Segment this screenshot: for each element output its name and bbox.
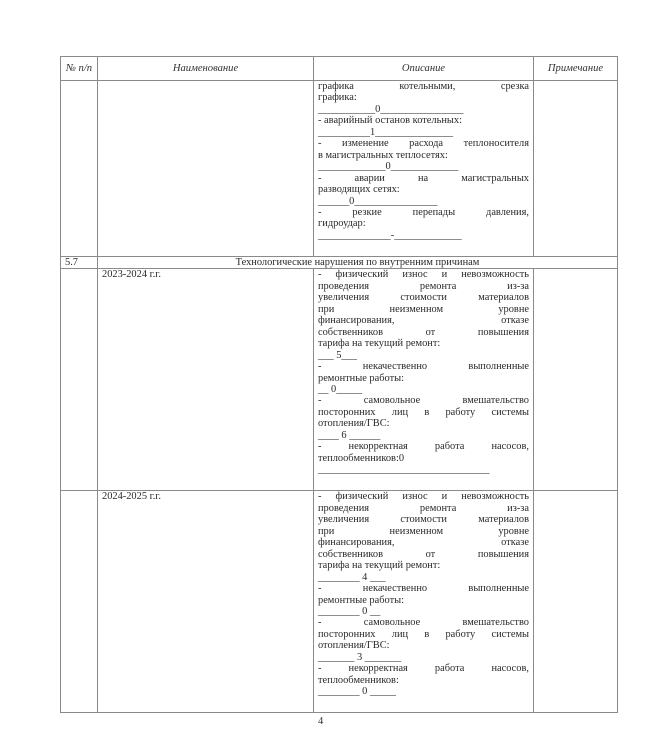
count-line — [318, 104, 529, 115]
count-line — [318, 384, 529, 395]
description-line: тарифа на текущий ремонт: — [318, 338, 441, 350]
count-value: 5 — [336, 349, 342, 361]
count-line — [318, 464, 529, 475]
description-line: увеличения стоимости материалов — [318, 514, 529, 526]
cell-num — [61, 81, 98, 257]
blank-line-suffix: ______ — [346, 429, 381, 441]
description-line: разводящих сетях: — [318, 184, 400, 196]
count-line — [318, 606, 529, 617]
description-line: при неизменном уровне — [318, 525, 529, 537]
cell-description — [314, 269, 534, 491]
description-line: собственников от повышения — [318, 548, 529, 560]
table-header-row — [61, 57, 618, 81]
cell-description — [314, 491, 534, 713]
description-line: при неизменном уровне — [318, 303, 529, 315]
description-line: - физический износ и невозможность — [318, 491, 529, 503]
count-value: - — [390, 229, 395, 241]
blank-line-prefix: _____________ — [318, 161, 386, 173]
description-line: финансирования, отказе — [318, 537, 529, 549]
page-number: 4 — [318, 716, 324, 727]
count-line — [318, 652, 529, 663]
count-value: 0 — [349, 195, 355, 207]
count-line — [318, 196, 529, 207]
description-line: графика: — [318, 92, 357, 104]
description-line: - самовольное вмешательство — [318, 395, 529, 407]
description-line: - некачественно выполненные — [318, 583, 529, 595]
blank-line-prefix: ______________ — [318, 229, 391, 241]
cell-note — [534, 491, 618, 713]
description-line: - некачественно выполненные — [318, 361, 529, 373]
header-num: № п/п — [61, 57, 98, 81]
count-line — [318, 127, 529, 138]
cell-name: 2023-2024 г.г. — [98, 269, 314, 491]
section-num: 5.7 — [61, 257, 98, 269]
cell-note — [534, 81, 618, 257]
count-value: 0 — [331, 383, 337, 395]
cell-name: 2024-2025 г.г. — [98, 491, 314, 713]
blank-line-suffix: _____________ — [394, 229, 462, 241]
blank-line-suffix: _____ — [336, 383, 363, 395]
description-line: проведения ремонта из-за — [318, 280, 529, 292]
blank-line-suffix: ________________ — [354, 195, 438, 207]
description-line: проведения ремонта из-за — [318, 502, 529, 514]
table-row — [61, 491, 618, 713]
blank-line-prefix: _________________________________ — [318, 464, 490, 476]
description-line: - некорректная работа насосов, — [318, 441, 529, 453]
blank-line-suffix: _____________ — [390, 161, 459, 173]
count-value: 3 — [356, 651, 363, 663]
blank-line-prefix: __ — [318, 383, 331, 395]
description-line: - изменение расхода теплоносителя — [318, 138, 529, 150]
blank-line-prefix: ______ — [318, 195, 350, 207]
description-line: собственников от повышения — [318, 326, 529, 338]
blank-line-prefix: ________ — [318, 571, 363, 583]
cell-num — [61, 269, 98, 491]
blank-line-suffix: __ — [367, 605, 381, 617]
continued-row — [61, 81, 618, 257]
description-line: финансирования, отказе — [318, 315, 529, 327]
count-line — [318, 161, 529, 172]
cell-description — [314, 81, 534, 257]
blank-line-suffix: _____ — [367, 686, 396, 698]
blank-line-suffix: ________________ — [380, 103, 464, 115]
description-line: - физический износ и невозможность — [318, 269, 529, 281]
blank-line-prefix: _______ — [318, 651, 357, 663]
description-line: - аварийный останов котельных: — [318, 115, 462, 127]
count-line — [318, 230, 529, 241]
header-note: Примечание — [534, 57, 618, 81]
description-line: - резкие перепады давления, — [318, 206, 529, 218]
count-line — [318, 430, 529, 441]
count-value: 0 — [362, 686, 368, 698]
blank-line-prefix: ________ — [318, 686, 363, 698]
blank-line-prefix: __________ — [318, 126, 370, 138]
count-value: 6 — [341, 429, 347, 441]
description-line: отопления/ГВС: — [318, 418, 390, 430]
count-value: 0 — [385, 161, 391, 173]
count-value: 4 — [362, 571, 368, 583]
section-row — [61, 257, 618, 269]
blank-line-suffix: _______ — [362, 651, 402, 663]
blank-line-prefix: ___________ — [318, 103, 376, 115]
count-value: 0 — [362, 605, 368, 617]
blank-line-suffix: ___ — [341, 349, 357, 361]
cell-name — [98, 81, 314, 257]
header-description: Описание — [314, 57, 534, 81]
count-line — [318, 350, 529, 361]
description-line: графика котельными, срезка — [318, 81, 529, 92]
description-line: ремонтные работы: — [318, 372, 404, 384]
description-line: отопления/ГВС: — [318, 640, 390, 652]
blank-line-prefix: ___ — [318, 349, 337, 361]
violations-table — [60, 56, 618, 713]
count-value: 1 — [369, 126, 376, 138]
cell-note — [534, 269, 618, 491]
count-line — [318, 686, 529, 697]
blank-line-suffix: ___ — [367, 571, 386, 583]
description-line: - аварии на магистральных — [318, 172, 529, 184]
description-line: - самовольное вмешательство — [318, 617, 529, 629]
description-line: теплообменников: — [318, 674, 399, 686]
blank-line-prefix: ________ — [318, 605, 363, 617]
section-title: Технологические нарушения по внутренним причинам — [98, 257, 618, 269]
description-line: в магистральных теплосетях: — [318, 149, 448, 161]
description-line: гидроудар: — [318, 218, 366, 230]
count-value: 0 — [375, 103, 381, 115]
description-line: тарифа на текущий ремонт: — [318, 560, 441, 572]
description-line: ремонтные работы: — [318, 594, 404, 606]
description-line: теплообменников:0 — [318, 452, 405, 464]
header-name: Наименование — [98, 57, 314, 81]
description-line: посторонних лиц в работу системы — [318, 406, 529, 418]
description-line: посторонних лиц в работу системы — [318, 628, 529, 640]
blank-line-suffix: _______________ — [375, 126, 454, 138]
description-line: увеличения стоимости материалов — [318, 292, 529, 304]
count-line — [318, 572, 529, 583]
cell-num — [61, 491, 98, 713]
table-row — [61, 269, 618, 491]
blank-line-prefix: ____ — [318, 429, 342, 441]
description-line: - некорректная работа насосов, — [318, 663, 529, 675]
